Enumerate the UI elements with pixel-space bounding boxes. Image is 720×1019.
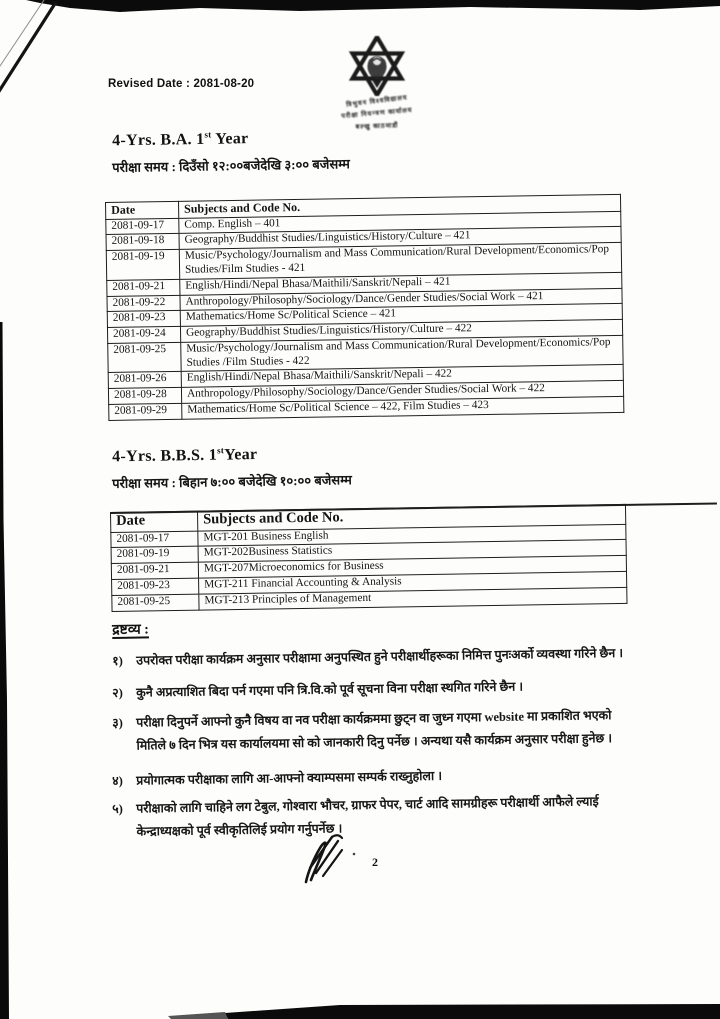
date-cell: 2081-09-25: [108, 342, 181, 373]
subjects-cell: MGT-207Microeconomics for Business: [198, 556, 626, 579]
page-number: 2: [372, 855, 378, 869]
subjects-cell: MGT-211 Financial Accounting & Analysis: [199, 571, 627, 594]
note-item-3: [112, 704, 633, 758]
handwritten-signature: [296, 828, 368, 886]
date-cell: 2081-09-21: [111, 562, 198, 579]
bbs-section-title: [112, 445, 258, 467]
stamp-text-line1: त्रिभुवन विश्वविद्यालय: [345, 94, 408, 109]
date-cell: 2081-09-21: [107, 279, 180, 296]
note-item-1: [112, 642, 632, 673]
date-cell: 2081-09-24: [107, 326, 180, 343]
bbs-exam-time: परीक्षा समय : बिहान ७:०० बजेदेखि १०:०० बजेसम्म: [112, 472, 352, 491]
subjects-cell: Mathematics/Home Sc/Political Science – 422, Film Studies – 423: [182, 396, 624, 419]
note-number: ३): [112, 715, 123, 730]
ba-exam-table: [105, 194, 624, 421]
note-number: ५): [112, 801, 123, 816]
stamp-text-line2: परीक्षा नियन्त्रण कार्यालय: [341, 107, 413, 121]
subjects-cell: MGT-201 Business English: [198, 524, 626, 547]
subjects-cell: English/Hindi/Nepal Bhasa/Maithili/Sanskrit/Nepali – 422: [181, 365, 623, 388]
date-cell: 2081-09-26: [108, 372, 181, 389]
scan-bottom-edge: [225, 1004, 720, 1019]
date-cell: 2081-09-29: [109, 403, 182, 420]
subjects-cell: Music/Psychology/Journalism and Mass Communication/Rural Development/Economics/Pop Studies /Film Studies - 422: [181, 335, 623, 372]
column-header-date: Date: [111, 511, 198, 532]
revised-date-label: Revised Date : 2081-08-20: [108, 78, 255, 90]
ba-title-suffix: Year: [211, 130, 249, 148]
note-item-2: [112, 674, 632, 705]
note-item-4: [112, 762, 632, 793]
ba-exam-time: परीक्षा समय : दिउँसो १२:००बजेदेखि ३:०० बजेसम्म: [112, 156, 350, 175]
subjects-cell: Anthropology/Philosophy/Sociology/Dance/Gender Studies/Social Work – 421: [180, 288, 622, 311]
date-cell: 2081-09-17: [111, 531, 198, 548]
note-text: उपरोक्त परीक्षा कार्यक्रम अनुसार परीक्षामा अनुपस्थित हुने परीक्षार्थीहरूका निमित्त पुनःअर्को व्यवस्था गरिने छैन ।: [136, 645, 624, 668]
note-text: प्रयोगात्मक परीक्षाका लागि आ-आफ्नो क्याम्पसमा सम्पर्क राख्नुहोला ।: [136, 768, 443, 788]
bbs-title-text: 4-Yrs. B.B.S. 1: [112, 446, 218, 466]
note-text: कुनै अप्रत्याशित बिदा पर्न गएमा पनि त्रि.वि.को पूर्व सूचना विना परीक्षा स्थगित गरिने छैन ।: [136, 679, 524, 700]
scan-top-edge: [26, 0, 720, 12]
date-cell: 2081-09-23: [107, 311, 180, 328]
subjects-cell: Anthropology/Philosophy/Sociology/Dance/Gender Studies/Social Work – 422: [181, 381, 623, 404]
bbs-exam-table: [110, 504, 628, 612]
note-text: परीक्षाको लागि चाहिने लग टेबुल, गोश्वारा भौचर, ग्राफर पेपर, चार्ट आदि सामग्रीहरू परीक्षार्थी आफैले ल्याई केन्द्राध्यक्षको पूर्व स्वीकृतिलिई प्रयोग गर्नुपर्नेछ ।: [136, 794, 599, 839]
ba-title-text: 4-Yrs. B.A. 1: [112, 130, 205, 150]
date-cell: 2081-09-18: [106, 234, 179, 251]
university-stamp: [322, 36, 432, 133]
scan-corner-line-faint: [0, 0, 44, 78]
bbs-title-superscript: st: [216, 445, 225, 456]
note-text: परीक्षा दिनुपर्ने आफ्नो कुनै विषय वा नव परीक्षा कार्यक्रममा छुट्न वा जुध्न गएमा website मा प्रकाशित भएको मितिले ७ दिन भित्र यस कार्यालयमा सो को जानकारी दिनु पर्नेछ । अन्यथा यसै कार्यक्रम अनुसार परीक्षा हुनेछ ।: [136, 708, 613, 753]
date-cell: 2081-09-17: [106, 218, 179, 235]
note-number: १): [112, 653, 123, 668]
ba-title-superscript: st: [204, 129, 212, 140]
notes-heading: द्रष्टव्य :: [112, 622, 149, 638]
date-cell: 2081-09-23: [112, 578, 199, 595]
subjects-cell: Mathematics/Home Sc/Political Science – 421: [180, 304, 622, 327]
date-cell: 2081-09-19: [106, 250, 179, 281]
column-header-subjects: Subjects and Code No.: [197, 504, 625, 530]
stamp-text: [322, 96, 432, 133]
star-emblem-icon: [346, 36, 408, 96]
column-header-subjects: Subjects and Code No.: [178, 194, 620, 218]
scan-left-edge: [0, 322, 9, 1019]
note-number: २): [112, 685, 123, 700]
subjects-cell: Music/Psychology/Journalism and Mass Communication/Rural Development/Economics/Pop Studies/Film Studies - 421: [179, 243, 621, 280]
scan-bottom-edge-fade: [168, 1012, 228, 1019]
subjects-cell: MGT-213 Principles of Management: [199, 587, 627, 610]
stamp-text-line3: बल्खु काठमाडौं: [355, 121, 399, 131]
date-cell: 2081-09-22: [107, 295, 180, 312]
subjects-cell: English/Hindi/Nepal Bhasa/Maithili/Sanskrit/Nepali – 421: [180, 272, 622, 295]
column-header-date: Date: [106, 201, 179, 219]
date-cell: 2081-09-25: [112, 594, 199, 611]
ba-section-title: [112, 129, 249, 150]
bbs-title-suffix: Year: [224, 446, 258, 464]
subjects-cell: Geography/Buddhist Studies/Linguistics/History/Culture – 422: [180, 319, 622, 342]
note-item-5: [112, 790, 633, 844]
subjects-cell: MGT-202Business Statistics: [198, 540, 626, 563]
subjects-cell: Comp. English – 401: [179, 211, 621, 234]
note-number: ४): [112, 773, 123, 788]
date-cell: 2081-09-28: [108, 388, 181, 405]
scan-corner-line: [0, 2, 56, 96]
subjects-cell: Geography/Buddhist Studies/Linguistics/History/Culture – 421: [179, 227, 621, 250]
date-cell: 2081-09-19: [111, 547, 198, 564]
